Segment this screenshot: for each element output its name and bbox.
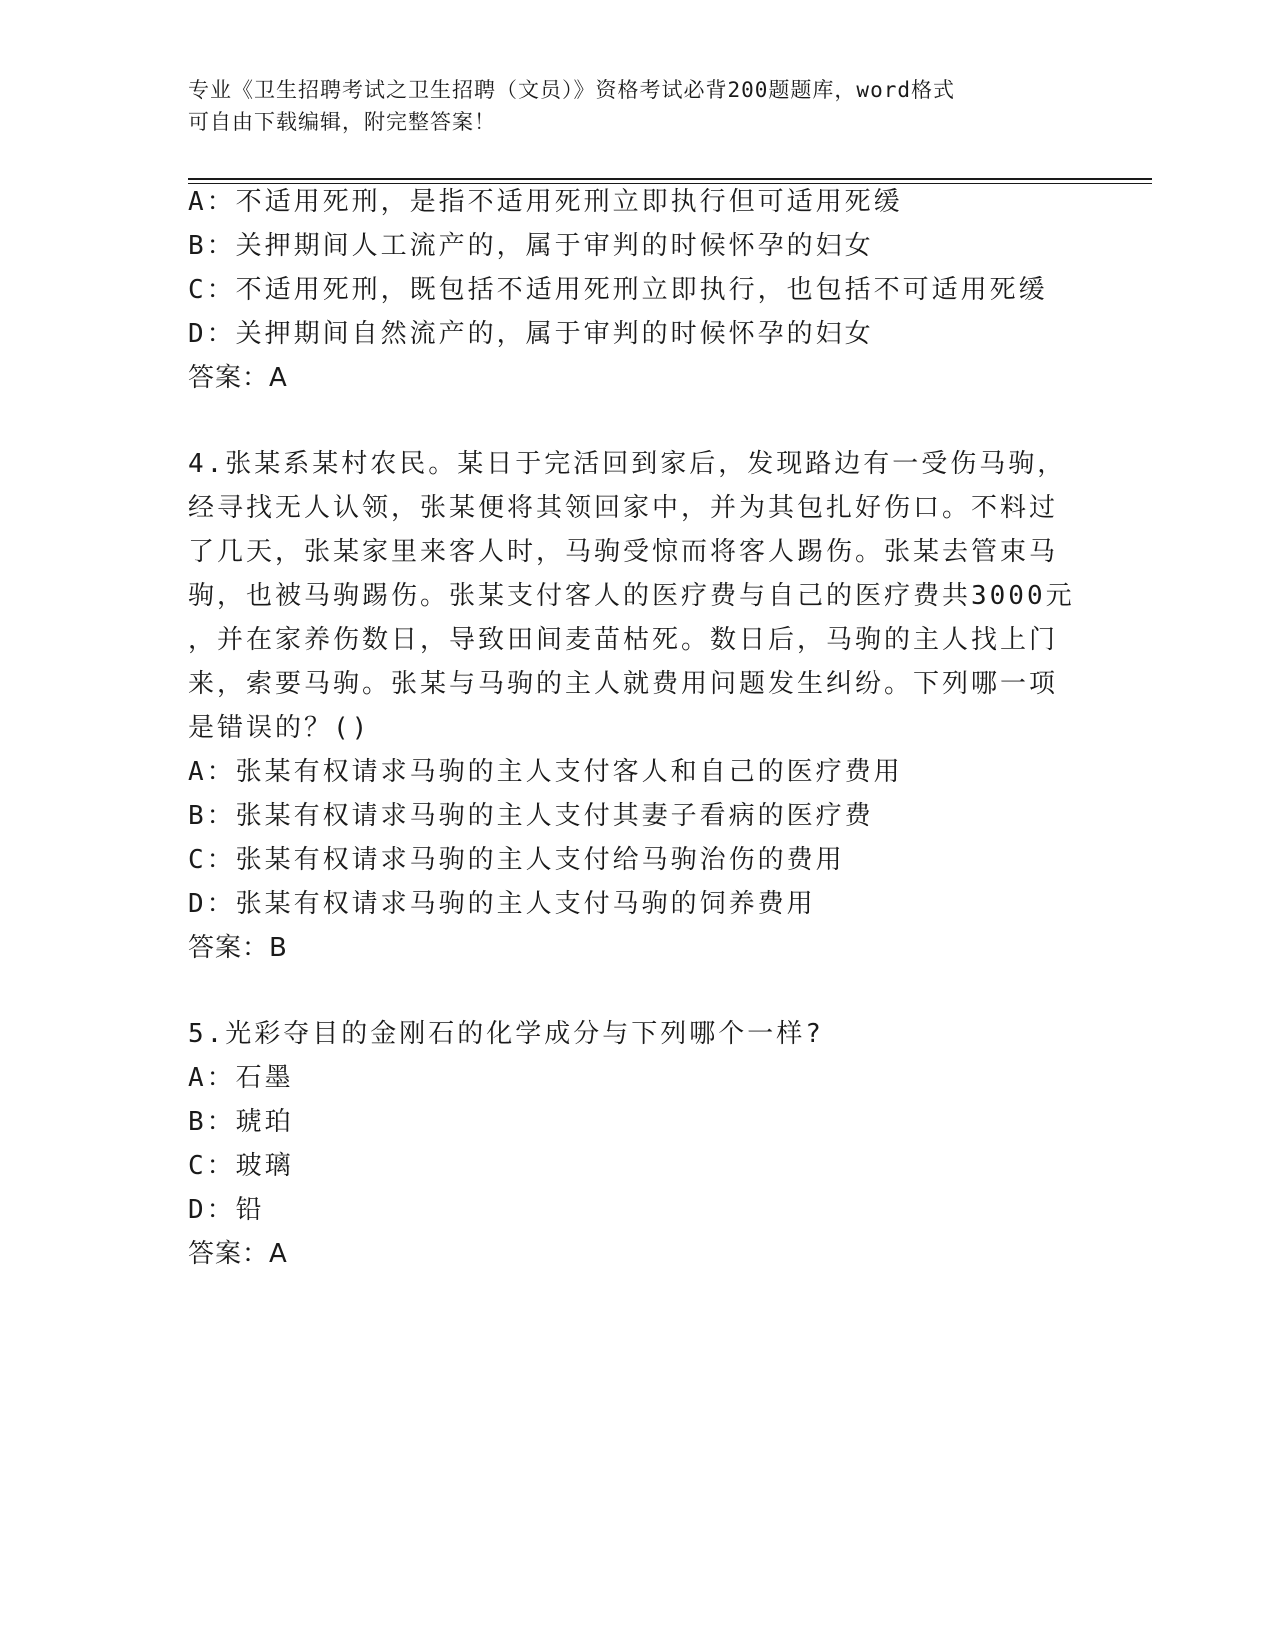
q4-text-line-2: 经寻找无人认领，张某便将其领回家中，并为其包扎好伤口。不料过 (188, 493, 1059, 523)
q5-answer: 答案：A (188, 1239, 288, 1269)
header-divider-thin (188, 183, 1152, 184)
header-line-1: 专业《卫生招聘考试之卫生招聘（文员）》资格考试必背200题题库，word格式 (188, 78, 955, 102)
q3-option-a: A：不适用死刑，是指不适用死刑立即执行但可适用死缓 (188, 187, 903, 217)
q5-option-b: B：琥珀 (188, 1107, 294, 1137)
q4-text-line-7: 是错误的？() (188, 713, 371, 743)
q5-option-c: C：玻璃 (188, 1151, 294, 1181)
q5-option-d: D：铅 (188, 1195, 265, 1225)
q4-text-line-5: ，并在家养伤数日，导致田间麦苗枯死。数日后，马驹的主人找上门 (188, 625, 1059, 655)
q4-text-line-4: 驹，也被马驹踢伤。张某支付客人的医疗费与自己的医疗费共3000元 (188, 581, 1075, 611)
q3-answer: 答案：A (188, 363, 288, 393)
q3-option-d: D：关押期间自然流产的，属于审判的时候怀孕的妇女 (188, 319, 874, 349)
q4-text-line-3: 了几天，张某家里来客人时，马驹受惊而将客人踢伤。张某去管束马 (188, 537, 1059, 567)
header-line-2: 可自由下载编辑，附完整答案！ (188, 110, 496, 134)
q4-option-b: B：张某有权请求马驹的主人支付其妻子看病的医疗费 (188, 801, 874, 831)
q4-option-c: C：张某有权请求马驹的主人支付给马驹治伤的费用 (188, 845, 845, 875)
q3-option-c: C：不适用死刑，既包括不适用死刑立即执行，也包括不可适用死缓 (188, 275, 1048, 305)
q4-option-a: A：张某有权请求马驹的主人支付客人和自己的医疗费用 (188, 757, 903, 787)
q5-option-a: A：石墨 (188, 1063, 294, 1093)
q3-option-b: B：关押期间人工流产的，属于审判的时候怀孕的妇女 (188, 231, 874, 261)
header-divider-thick (188, 178, 1152, 180)
q5-question: 5.光彩夺目的金刚石的化学成分与下列哪个一样? (188, 1019, 824, 1049)
document-header (188, 74, 1088, 138)
q4-text-line-6: 来，索要马驹。张某与马驹的主人就费用问题发生纠纷。下列哪一项 (188, 669, 1059, 699)
q4-answer: 答案：B (188, 933, 288, 963)
q4-text-line-1: 4.张某系某村农民。某日于完活回到家后，发现路边有一受伤马驹， (188, 449, 1067, 479)
q4-option-d: D：张某有权请求马驹的主人支付马驹的饲养费用 (188, 889, 816, 919)
